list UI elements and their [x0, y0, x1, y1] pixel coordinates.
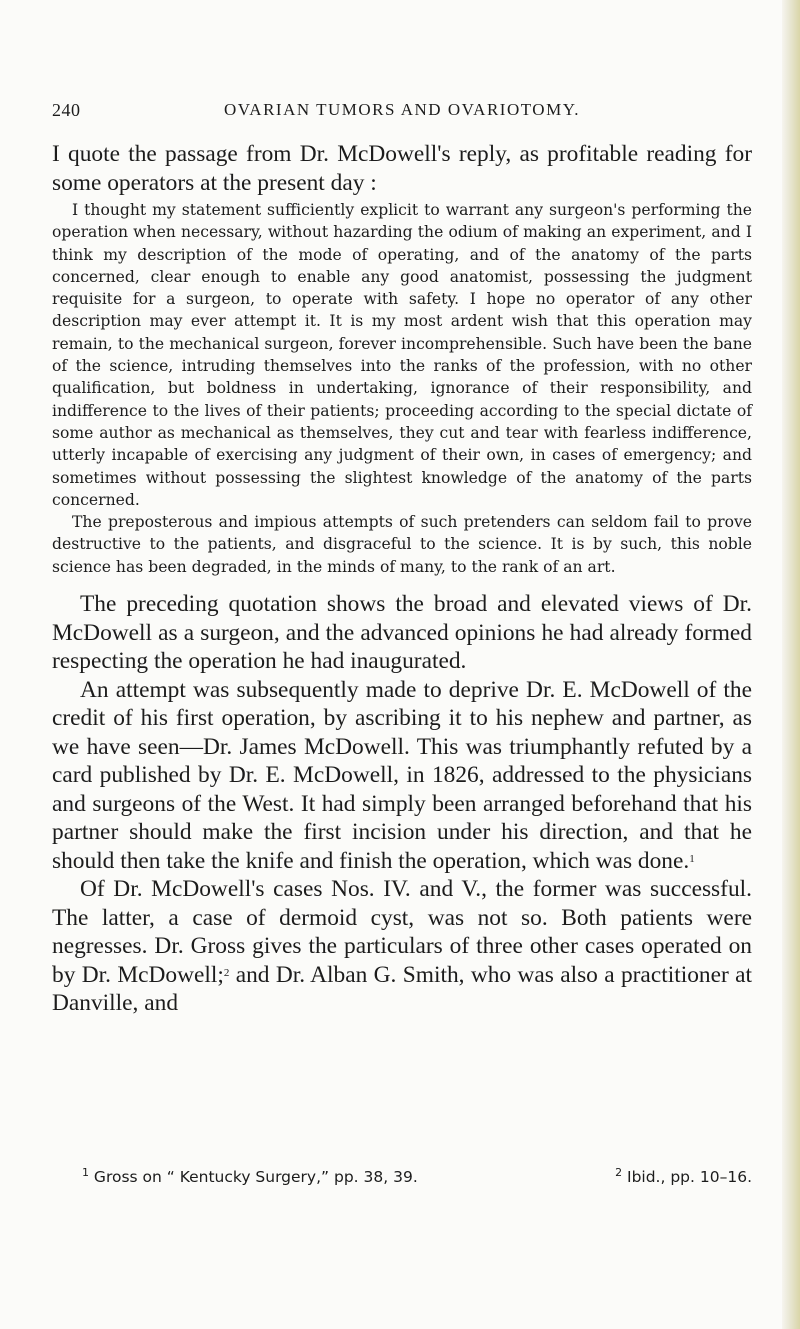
footnote-1-text: Gross on “ Kentucky Surgery,” pp. 38, 39.	[89, 1168, 418, 1186]
footnote-ref-2: 2	[223, 966, 230, 979]
page-content	[52, 140, 752, 1018]
body-paragraph-2-text: An attempt was subsequently made to deprive Dr. E. McDowell of the credit of his first operation, by ascribing it to his nephew and partner, as we have seen—Dr. James McDowell. This was triumphantly refuted by a card published by Dr. E. McDowell, in 1826, addressed to the physicians and surgeons of the West. It had simply been arranged beforehand that his partner should make the first incision under his direction, and that he should then take the knife and finish the operation, which was done.	[52, 676, 752, 874]
footnote-2	[615, 1168, 752, 1186]
body-paragraph-3-text-b: and Dr. Alban G. Smith, who was also a practitioner at Danville, and	[52, 961, 752, 1017]
body-paragraph-2	[52, 676, 752, 876]
footnote-1	[82, 1168, 418, 1186]
footnote-1-mark: 1	[82, 1166, 89, 1179]
section-gap	[52, 578, 752, 590]
quote-paragraph-2: The preposterous and impious attempts of such pretenders can seldom fail to prove destructive to the patients, and disgraceful to the science. It is by such, this noble science has been degraded, in the minds of many, to the rank of an art.	[52, 513, 752, 576]
footnote-ref-1: 1	[689, 852, 695, 865]
page-header	[52, 100, 752, 130]
page-number: 240	[52, 100, 81, 120]
block-quote	[52, 199, 752, 578]
quote-paragraph-1: I thought my statement sufficiently explicit to warrant any surgeon's performing the operation when necessary, without hazarding the odium of making an experiment, and I think my description of the mode of operating, and of the anatomy of the parts concerned, clear enough to enable any good anatomist, possessing the judgment requisite for a surgeon, to operate with safety. I hope no operator of any other description may ever attempt it. It is my most ardent wish that this operation may remain, to the mechanical surgeon, forever incomprehensible. Such have been the bane of the science, intruding themselves into the ranks of the profession, with no other qualification, but boldness in undertaking, ignorance of their responsibility, and indifference to the lives of their patients; proceeding according to the special dictate of some author as mechanical as themselves, they cut and tear with fearless indifference, utterly incapable of exercising any judgment of their own, in cases of emergency; and sometimes without possessing the slightest knowledge of the anatomy of the parts concerned.	[52, 201, 752, 509]
page-edge	[782, 0, 800, 1329]
footnote-2-text: Ibid., pp. 10–16.	[622, 1168, 752, 1186]
footnote-2-mark: 2	[615, 1166, 623, 1179]
body-paragraph-3	[52, 875, 752, 1018]
intro-paragraph: I quote the passage from Dr. McDowell's reply, as profitable reading for some operators at the present day :	[52, 141, 752, 196]
footnotes	[52, 1168, 752, 1192]
body-paragraph-1: The preceding quotation shows the broad and elevated views of Dr. McDowell as a surgeon, and the advanced opinions he had already formed respecting the operation he had inaugurated.	[52, 591, 752, 675]
running-head: OVARIAN TUMORS AND OVARIOTOMY.	[223, 100, 581, 119]
body-paragraph-3-text-a: Of Dr. McDowell's cases Nos. IV. and V., the former was successful. The latter, a case of dermoid cyst, was not so. Both patients were negresses. Dr. Gross gives the particulars of three other cases operated on by Dr. McDowell;	[52, 876, 752, 988]
